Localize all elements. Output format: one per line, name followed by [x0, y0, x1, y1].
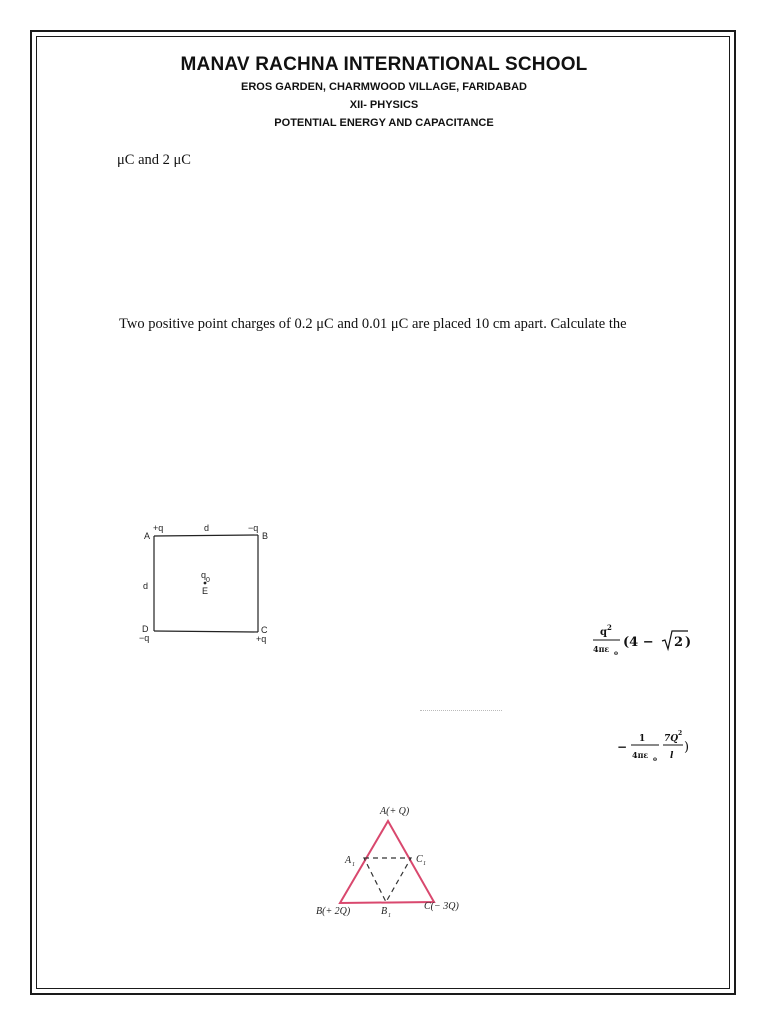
- square-top-side: [154, 535, 258, 536]
- label-midpoint-b1-sub: 1: [388, 913, 391, 919]
- label-vertex-b: B(+ 2Q): [316, 906, 351, 917]
- question-fragment-2: Two positive point charges of 0.2 μC and 0.01 μC are placed 10 cm apart. Calculate the: [119, 316, 627, 332]
- ans2-minus: −: [617, 740, 628, 754]
- label-d: D: [142, 624, 149, 634]
- label-bottom-left-charge: −q: [139, 633, 150, 643]
- label-centre-charge: q: [201, 570, 207, 580]
- worksheet-topic: POTENTIAL ENERGY AND CAPACITANCE: [274, 117, 494, 129]
- label-top-side: d: [204, 523, 210, 533]
- label-a: A: [144, 531, 151, 541]
- ans2-frac2-exp: 2: [678, 730, 683, 737]
- label-midpoint-c1: C: [416, 854, 423, 865]
- label-bottom-right-charge: +q: [256, 634, 267, 644]
- label-c: C: [261, 625, 268, 635]
- label-top-left-charge: +q: [153, 523, 164, 533]
- label-left-side: d: [143, 581, 149, 591]
- label-vertex-a: A(+ Q): [380, 806, 410, 817]
- ans2-frac1-den-sub: o: [653, 756, 658, 763]
- inner-dashed-triangle: [364, 858, 411, 902]
- ans1-denominator: 4πε: [593, 644, 610, 654]
- question-fragment-1: μC and 2 μC: [117, 152, 191, 168]
- ans2-frac1-num: 1: [639, 734, 646, 744]
- ans1-sqrt-value: 2: [674, 635, 684, 650]
- school-address: EROS GARDEN, CHARMWOOD VILLAGE, FARIDABAD: [241, 81, 527, 93]
- ans2-frac2-num: 7Q: [664, 734, 679, 744]
- ans2-frac1-den: 4πε: [632, 750, 649, 760]
- square-bottom-side: [154, 631, 258, 632]
- ans1-paren-close: ): [685, 635, 692, 650]
- label-b: B: [262, 531, 269, 541]
- ans1-numerator: q: [600, 627, 607, 638]
- ans1-denominator-sub: o: [614, 650, 619, 657]
- label-midpoint-a1: A: [345, 855, 352, 866]
- ans1-paren-open: (4 −: [623, 635, 654, 650]
- school-name: MANAV RACHNA INTERNATIONAL SCHOOL: [180, 54, 588, 75]
- ans1-numerator-exp: 2: [607, 623, 612, 632]
- centre-point-dot: [204, 582, 207, 585]
- faint-smudge: [420, 710, 502, 711]
- label-centre-sub: 0: [206, 577, 210, 584]
- triangle-charge-figure: [310, 800, 470, 925]
- ans2-frac2-den: l: [670, 751, 674, 761]
- answer-formula-2: [615, 727, 700, 767]
- label-midpoint-b1: B: [381, 906, 388, 917]
- label-top-right-charge: −q: [248, 523, 259, 533]
- ans2-close: ): [684, 740, 690, 755]
- class-subject: XII- PHYSICS: [349, 99, 419, 111]
- label-centre-point: E: [202, 586, 209, 596]
- label-midpoint-c1-sub: 1: [423, 861, 426, 867]
- label-midpoint-a1-sub: 1: [352, 862, 355, 868]
- label-vertex-c: C(− 3Q): [424, 901, 459, 912]
- square-charge-figure: [130, 515, 280, 650]
- answer-formula-1: [590, 622, 700, 662]
